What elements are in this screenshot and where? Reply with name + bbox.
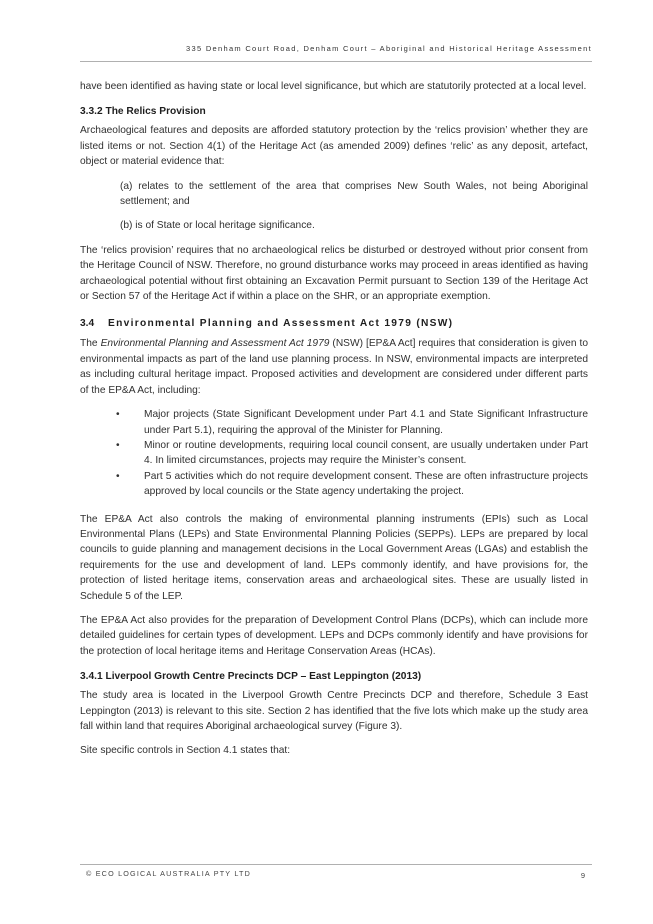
list-item-text: Part 5 activities which do not require development consent. These are often infrastructure projects approved by local councils or the State agency undertaking the project.: [144, 470, 588, 498]
section-heading-3-3-2: 3.3.2 The Relics Provision: [80, 106, 206, 118]
page-number: 9: [580, 871, 585, 880]
bullet-icon: •: [116, 439, 120, 451]
epa-paragraph-3: The EP&A Act also provides for the preparation of Development Control Plans (DCPs), which can include more detailed guidelines for certain types of development. LEPs and DCPs commonly identify and have provisions for the protection of local heritage items and Heritage Conservation Areas (HCAs).: [80, 614, 588, 657]
bullet-icon: •: [116, 409, 120, 421]
footer-company: © ECO LOGICAL AUSTRALIA PTY LTD: [86, 869, 251, 878]
text-run: The: [80, 338, 101, 350]
list-item-text: Major projects (State Significant Development under Part 4.1 and State Significant Infrastructure under Part 5.1), requiring the approval of the Minister for Planning.: [144, 409, 588, 436]
list-item-text: Minor or routine developments, requiring local council consent, are usually undertaken under Part 4. In limited circumstances, projects may require the Minister’s consent.: [144, 439, 588, 467]
header-divider: [80, 61, 592, 62]
dcp-paragraph-2: Site specific controls in Section 4.1 states that:: [80, 745, 291, 757]
relics-paragraph-1: Archaeological features and deposits are afforded statutory protection by the ‘relics provision’ whether they are listed items or not. Section 4(1) of the Heritage Act (as amended 2009) defines ‘relic’ as any deposit, artefact, object or material evidence that:: [80, 125, 588, 168]
footer-divider: [80, 864, 592, 865]
relics-item-b: (b) is of State or local heritage significance.: [120, 220, 315, 232]
section-title: Environmental Planning and Assessment Act 1979 (NSW): [108, 318, 454, 330]
relics-item-a: (a) relates to the settlement of the area that comprises New South Wales, not being Aboriginal settlement; and: [120, 180, 588, 208]
dcp-paragraph-1: The study area is located in the Liverpool Growth Centre Precincts DCP and therefore, Schedule 3 East Leppington (2013) is relevant to this site. Section 2 has identified that the five lots which make up the study area fall within land that requires Aboriginal archaeological survey (Figure 3).: [80, 690, 588, 732]
section-heading-3-4: [80, 316, 588, 331]
epa-paragraph-1: [80, 336, 588, 398]
section-heading-3-4-1: 3.4.1 Liverpool Growth Centre Precincts DCP – East Leppington (2013): [80, 671, 422, 683]
section-number: 3.4: [80, 318, 95, 330]
relics-paragraph-2: The ‘relics provision’ requires that no archaeological relics be disturbed or destroyed without prior consent from the Heritage Council of NSW. Therefore, no ground disturbance works may proceed in areas identified as having archaeological potential without first obtaining an Excavation Permit pursuant to Section 139 of the Heritage Act or Section 57 of the Heritage Act if within a place on the SHR, or an appropriate exemption.: [80, 244, 588, 303]
running-header: 335 Denham Court Road, Denham Court – Aboriginal and Historical Heritage Assessment: [186, 44, 592, 53]
bullet-icon: •: [116, 470, 120, 482]
act-title-italic: Environmental Planning and Assessment Act 1979: [100, 338, 330, 350]
text-run: (NSW) [EP&A Act] requires that consideration is given to environmental impacts as part of the land use planning process. In NSW, environmental impacts are interpreted as including cultural heritage impact. Proposed activities and development are considered under different parts of the EP&A Act, including:: [80, 338, 589, 396]
list-item: [80, 469, 588, 500]
list-item: [80, 407, 588, 438]
list-item: [80, 438, 588, 469]
intro-paragraph: have been identified as having state or local level significance, but which are statutorily protected at a local level.: [80, 81, 587, 92]
epa-paragraph-2: The EP&A Act also controls the making of environmental planning instruments (EPIs) such as Local Environmental Plans (LEPs) and State Environmental Planning Policies (SEPPs). LEPs are prepared by local councils to guide planning and management decisions in the Local Government Areas (LGAs) and establish the requirements for the use and development of land. LEPs commonly identify, and have provisions for, the protection of listed heritage items, conservation areas and archaeological sites. These are usually listed in Schedule 5 of the LEP.: [80, 513, 588, 602]
epa-bullet-list: [80, 407, 588, 499]
page-content: [80, 79, 588, 768]
